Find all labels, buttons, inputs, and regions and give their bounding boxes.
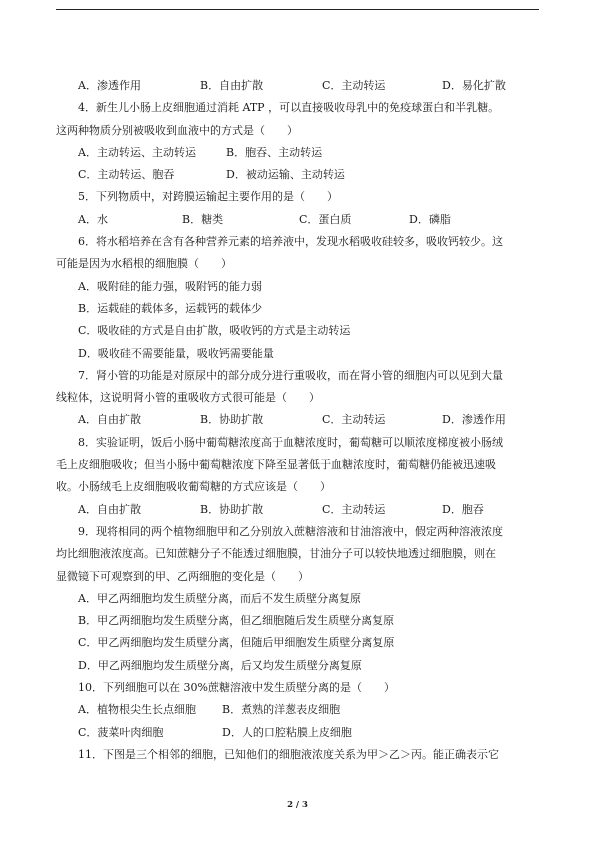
q4-stem-1: 4．新生儿小肠上皮细胞通过消耗 ATP ，可以直接吸收母乳中的免疫球蛋白和半乳糖。 (78, 101, 500, 115)
q8-stem-2: 毛上皮细胞吸收；但当小肠中葡萄糖浓度下降至显著低于血糖浓度时，葡萄糖仍能被迅速吸 (56, 458, 496, 472)
q9-stem-1: 9．现将相同的两个植物细胞甲和乙分别放入蔗糖溶液和甘油溶液中，假定两种溶液浓度 (78, 524, 503, 538)
q8-stem-1: 8．实验证明，饭后小肠中葡萄糖浓度高于血糖浓度时，葡萄糖可以顺浓度梯度被小肠绒 (78, 435, 503, 449)
q7-option-a: A．自由扩散 (78, 413, 141, 427)
q10-options-cd (56, 722, 540, 744)
q10-options-ab (56, 699, 540, 721)
q6-option-b: B．运载硅的载体多，运载钙的载体少 (78, 301, 263, 315)
q4-option-c: C．主动转运、胞吞 (78, 168, 175, 182)
q5-option-d: D．磷脂 (409, 212, 451, 226)
q4-option-d: D．被动运输、主动转运 (226, 168, 345, 182)
q3-option-c: C．主动转运 (322, 79, 386, 92)
q4-stem-2: 这两种物质分别被吸收到血液中的方式是（ ） (56, 123, 298, 137)
q7-option-b: B．协助扩散 (200, 413, 264, 427)
q7-stem-2: 线粒体，这说明肾小管的重吸收方式很可能是（ ） (56, 391, 320, 405)
q6-stem-1: 6．将水稻培养在含有各种营养元素的培养液中，发现水稻吸收硅较多，吸收钙较少。这 (78, 235, 503, 249)
q8-option-a: A．自由扩散 (78, 502, 141, 516)
q7-options (56, 409, 540, 431)
q9-option-a: A．甲乙两细胞均发生质壁分离，而后不发生质壁分离复原 (78, 591, 361, 605)
q5-option-b: B．糖类 (182, 212, 224, 226)
q4-option-b: B．胞吞、主动转运 (226, 145, 323, 159)
q3-option-b: B．自由扩散 (200, 79, 264, 92)
header-rule (56, 9, 539, 10)
q3-options (56, 75, 540, 97)
q10-option-b: B．煮熟的洋葱表皮细胞 (222, 703, 341, 717)
q7-stem-1: 7．肾小管的功能是对原尿中的部分成分进行重吸收，而在肾小管的细胞内可以见到大量 (78, 368, 503, 382)
q8-option-c: C．主动转运 (322, 502, 386, 516)
q6-option-a: A．吸附硅的能力强，吸附钙的能力弱 (78, 279, 262, 293)
q9-option-d: D．甲乙两细胞均发生质壁分离，后又均发生质壁分离复原 (78, 658, 362, 672)
q9-option-c: C．甲乙两细胞均发生质壁分离，但随后甲细胞发生质壁分离复原 (78, 636, 395, 650)
q9-stem-3: 显微镜下可观察到的甲、乙两细胞的变化是（ ） (56, 569, 309, 583)
q8-option-d: D．胞吞 (442, 502, 484, 516)
q6-option-c: C．吸收硅的方式是自由扩散，吸收钙的方式是主动转运 (78, 324, 351, 338)
q5-option-c: C．蛋白质 (299, 212, 352, 226)
q5-options (56, 209, 540, 231)
q4-options-cd (56, 164, 540, 186)
q9-option-b: B．甲乙两细胞均发生质壁分离，但乙细胞随后发生质壁分离复原 (78, 614, 395, 628)
q8-options (56, 499, 540, 521)
q4-option-a: A．主动转运、主动转运 (78, 145, 196, 159)
q3-option-a: A．渗透作用 (78, 79, 141, 92)
page-number: 2 / 3 (287, 800, 308, 810)
q6-stem-2: 可能是因为水稻根的细胞膜（ ） (56, 257, 232, 271)
page-content (56, 75, 540, 766)
q7-option-c: C．主动转运 (322, 413, 386, 427)
q9-stem-2: 均比细胞液浓度高。已知蔗糖分子不能透过细胞膜，甘油分子可以较快地透过细胞膜，则在 (56, 547, 496, 561)
q11-stem-1: 11．下图是三个相邻的细胞，已知他们的细胞液浓度关系为甲＞乙＞丙。能正确表示它 (78, 747, 499, 761)
q7-option-d: D．渗透作用 (442, 413, 506, 427)
q5-option-a: A．水 (78, 212, 108, 226)
q10-option-a: A．植物根尖生长点细胞 (78, 703, 196, 717)
q10-option-c: C．菠菜叶肉细胞 (78, 725, 164, 739)
q10-option-d: D．人的口腔粘膜上皮细胞 (222, 725, 352, 739)
q4-options-ab (56, 142, 540, 164)
q8-stem-3: 收。小肠绒毛上皮细胞吸收葡萄糖的方式应该是（ ） (56, 480, 331, 494)
q8-option-b: B．协助扩散 (200, 502, 264, 516)
q6-option-d: D．吸收硅不需要能量，吸收钙需要能量 (78, 346, 274, 360)
q5-stem: 5．下列物质中，对跨膜运输起主要作用的是（ ） (78, 190, 338, 204)
q3-option-d: D．易化扩散 (442, 79, 506, 92)
q10-stem: 10．下列细胞可以在 30%蔗糖溶液中发生质壁分离的是（ ） (78, 681, 395, 695)
